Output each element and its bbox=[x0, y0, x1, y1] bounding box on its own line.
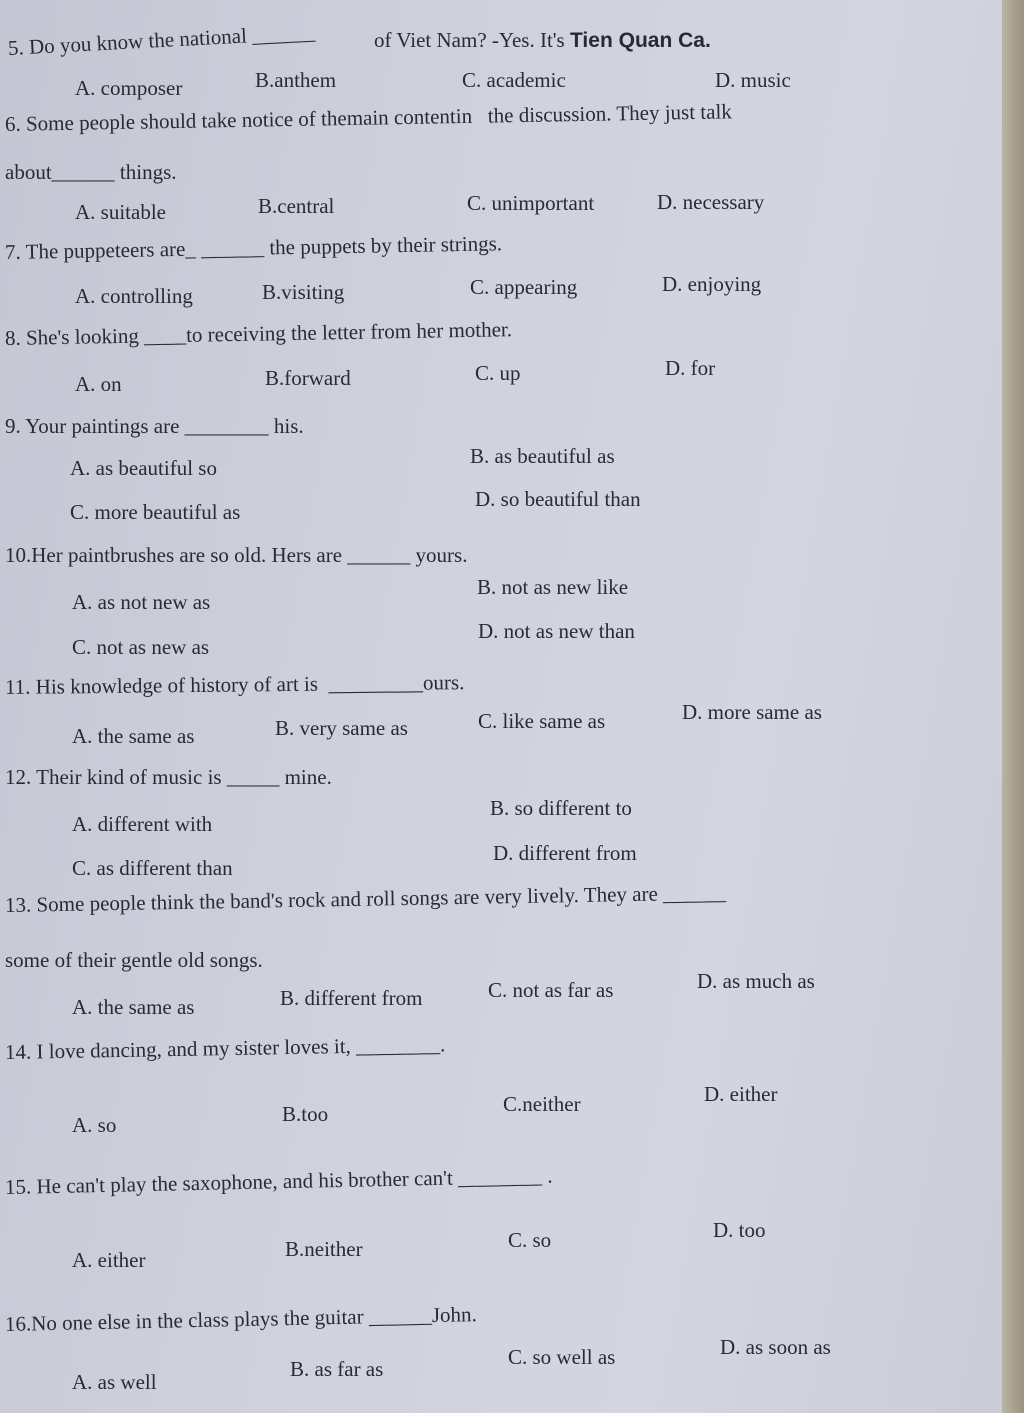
question-7-option-d: D. enjoying bbox=[662, 272, 762, 296]
question-6-option-d: D. necessary bbox=[657, 190, 765, 214]
question-9-stem: 9. Your paintings are ________ his. bbox=[5, 414, 304, 438]
question-5-stem-text: of Viet Nam? -Yes. It's bbox=[374, 28, 570, 52]
question-11-option-b: B. very same as bbox=[275, 716, 408, 740]
question-10-option-d: D. not as new than bbox=[478, 619, 635, 643]
question-11-option-a: A. the same as bbox=[72, 724, 195, 748]
question-14-stem: 14. I love dancing, and my sister loves it, ________. bbox=[4, 1032, 446, 1064]
question-9-option-c: C. more beautiful as bbox=[70, 500, 241, 524]
question-10-option-c: C. not as new as bbox=[72, 635, 210, 659]
question-12-stem: 12. Their kind of music is _____ mine. bbox=[5, 765, 332, 789]
question-14-option-b: B.too bbox=[282, 1102, 329, 1126]
question-11-option-c: C. like same as bbox=[478, 709, 606, 733]
question-12-option-a: A. different with bbox=[72, 812, 213, 836]
question-15-stem: 15. He can't play the saxophone, and his brother can't ________ . bbox=[4, 1163, 553, 1199]
question-8-option-a: A. on bbox=[75, 372, 122, 396]
question-5-option-a: A. composer bbox=[75, 76, 183, 100]
question-16-option-b: B. as far as bbox=[290, 1357, 384, 1381]
question-6-option-b: B.central bbox=[258, 194, 335, 218]
question-8-option-b: B.forward bbox=[265, 366, 351, 390]
question-9-option-b: B. as beautiful as bbox=[470, 444, 615, 468]
question-10-stem: 10.Her paintbrushes are so old. Hers are ______ yours. bbox=[5, 543, 468, 567]
question-13-option-d: D. as much as bbox=[697, 969, 815, 993]
question-6-option-c: C. unimportant bbox=[467, 191, 595, 215]
question-7-option-c: C. appearing bbox=[470, 275, 578, 299]
question-16-option-a: A. as well bbox=[72, 1370, 157, 1394]
question-14-option-d: D. either bbox=[704, 1082, 778, 1106]
question-9-option-d: D. so beautiful than bbox=[475, 487, 641, 511]
question-13-option-c: C. not as far as bbox=[488, 978, 614, 1002]
question-5-option-d: D. music bbox=[715, 68, 791, 92]
question-12-option-c: C. as different than bbox=[72, 856, 233, 880]
question-12-option-b: B. so different to bbox=[490, 796, 632, 820]
question-13-option-a: A. the same as bbox=[72, 995, 195, 1019]
question-12-option-d: D. different from bbox=[493, 841, 637, 865]
question-8-stem: 8. She's looking ____to receiving the letter from her mother. bbox=[4, 317, 513, 350]
question-10-option-a: A. as not new as bbox=[72, 590, 211, 614]
question-8-option-d: D. for bbox=[665, 356, 716, 380]
question-14-option-c: C.neither bbox=[503, 1092, 581, 1116]
question-8-option-c: C. up bbox=[475, 361, 521, 385]
question-6-option-a: A. suitable bbox=[75, 200, 166, 224]
question-13-stem: 13. Some people think the band's rock and roll songs are very lively. They are ______ bbox=[4, 880, 727, 917]
table-edge bbox=[1002, 0, 1024, 1413]
question-16-stem: 16.No one else in the class plays the guitar ______John. bbox=[4, 1302, 477, 1336]
question-11-stem: 11. His knowledge of history of art is _________ours. bbox=[4, 670, 465, 699]
question-15-option-d: D. too bbox=[713, 1218, 766, 1242]
question-5-answer-text: Tien Quan Ca. bbox=[569, 29, 711, 52]
question-11-option-d: D. more same as bbox=[682, 700, 822, 724]
question-7-option-a: A. controlling bbox=[75, 284, 193, 308]
question-16-option-c: C. so well as bbox=[508, 1345, 616, 1369]
question-13-stem-cont: some of their gentle old songs. bbox=[5, 948, 263, 972]
question-9-option-a: A. as beautiful so bbox=[70, 456, 217, 480]
question-7-stem: 7. The puppeteers are_ ______ the puppets by their strings. bbox=[4, 231, 503, 264]
question-7-option-b: B.visiting bbox=[262, 280, 345, 304]
question-6-stem: 6. Some people should take notice of themain contentin the discussion. They just talk bbox=[4, 99, 733, 136]
question-5-option-b: B.anthem bbox=[255, 68, 337, 92]
question-16-option-d: D. as soon as bbox=[720, 1335, 831, 1359]
question-5-stem: 5. Do you know the national ______ bbox=[7, 19, 316, 60]
question-15-option-b: B.neither bbox=[285, 1237, 363, 1261]
question-5-stem-cont bbox=[374, 28, 711, 53]
question-5-option-c: C. academic bbox=[462, 68, 566, 92]
question-15-option-a: A. either bbox=[72, 1248, 146, 1272]
question-15-option-c: C. so bbox=[508, 1228, 552, 1252]
question-14-option-a: A. so bbox=[72, 1113, 117, 1137]
question-13-option-b: B. different from bbox=[280, 986, 423, 1010]
question-6-stem-cont: about______ things. bbox=[5, 160, 177, 184]
question-10-option-b: B. not as new like bbox=[477, 575, 629, 599]
